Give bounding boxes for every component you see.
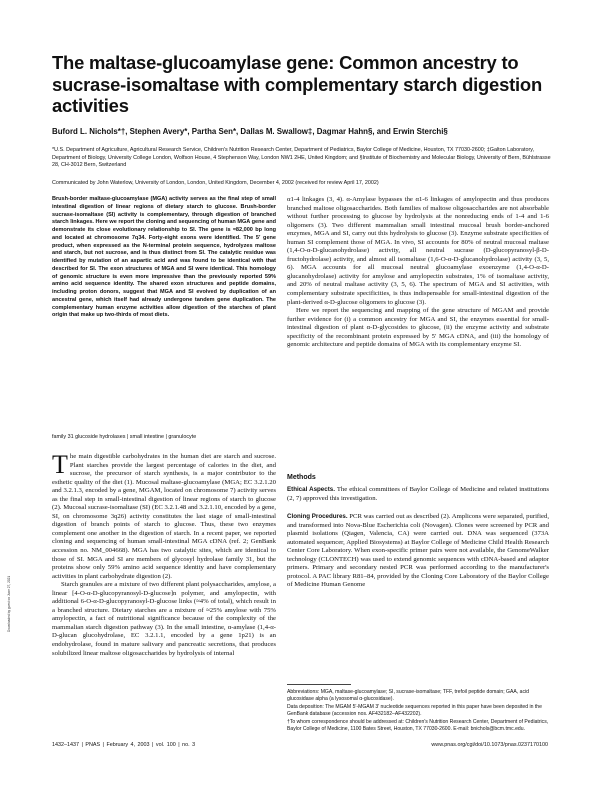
ethical-aspects: [287, 486, 549, 503]
methods-heading: Methods: [287, 474, 316, 481]
communicated-by: Communicated by John Waterlow, University of London, London, United Kingdom, December 4, 2002 (received for review April 17, 2002): [52, 180, 379, 186]
footnote-abbreviations: Abbreviations: MGA, maltase-glucoamylase; SI, sucrase-isomaltase; TFF, trefoil peptide domain; GAA, acid glucosidase alpha (a lysosomal α-glucosidase).: [287, 689, 529, 702]
intro-paragraph-2: Starch granules are a mixture of two different plant polysaccharides, amylose, a linear [4-O-α-D-glucopyranosyl-D-glucose]n polymer, and amylopectin, with additional 6-O-α-D-glucopyranosyl-D-glucose links (≈4% of total), which result in a branched structure. Dietary starches are a mixture of ≈25% amylose with 75% amylopectin, a fact of nutritional significance because of the complexity of the mammalian starch digestion pathway (3). In the small intestine, α-amylase (1,4-α-D-glucan glucohydrolase, EC 3.2.1.1, encoded by a gene 1p21) is an endohydrolase, found in mature salivary and pancreatic secretions, that produces solubilized linear maltose oligosaccharides by hydrolysis of internal: [52, 581, 276, 657]
abstract: Brush-border maltase-glucoamylase (MGA) activity serves as the final step of small intestinal digestion of linear regions of dietary starch to glucose. Brush-border sucrase-isomaltase (SI) activity is complementary, through digestion of branched starch linkages. Here we report the cloning and sequencing of human MGA gene and demonstrate its close evolutionary relationship to SI. The gene is ≈82,000 bp long and located at chromosome 7q34. Forty-eight exons were identified. The 5′ gene product, when expressed as the N-terminal protein sequence, hydrolyzes maltose and starch, but not sucrose, and is thus distinct from SI. The catalytic residue was identified by mutation of an aspartic acid and was found to be identical with that described for SI. The exon structures of MGA and SI were identical. This homology of genomic structure is even more impressive than the previously reported 59% amino acid sequence identity. The shared exon structures and peptide domains, including proton donors, suggest that MGA and SI evolved by duplication of an ancestral gene, which itself had already undergone tandem gene duplication. The complementary human enzyme activities allow digestion of the starches of plant origin that make up two-thirds of most diets.: [52, 196, 276, 319]
cloning-procedures: [287, 513, 549, 590]
doi-link[interactable]: www.pnas.org/cgi/doi/10.1073/pnas.0237170100: [431, 742, 548, 748]
article-title: The maltase-glucoamylase gene: Common ancestry to sucrase-isomaltase with complementary starch digestion activities: [52, 52, 543, 116]
ethical-lead: Ethical Aspects.: [287, 486, 335, 493]
download-watermark: Downloaded by guest on June 27, 2021: [7, 575, 11, 632]
footnote-deposition: Data deposition: The MGAM 5′-MGAM 3′ nucleotide sequences reported in this paper have been deposited in the GenBank database (accession nos. AF432182–AF432202).: [287, 704, 542, 717]
right-paragraph-2: Here we report the sequencing and mapping of the gene structure of MGAM and provide further evidence for (i) a common ancestry for MGA and SI, the enzymes essential for small-intestinal digestion of plant α-D-glycosides to glucose, (ii) the enzyme activity and substrate specificity of the recombinant protein expressed by 5′ MGA cDNA, and (iii) the homology of genomic architecture and peptide domains of MGA with its complementary enzyme SI.: [287, 307, 549, 349]
author-list: Buford L. Nichols*†, Stephen Avery*, Partha Sen*, Dallas M. Swallow‡, Dagmar Hahn§, and Erwin Sterchi§: [52, 127, 448, 136]
cloning-lead: Cloning Procedures.: [287, 513, 348, 520]
footnote-divider: [287, 684, 351, 685]
affiliations: *U.S. Department of Agriculture, Agricultural Research Service, Children's Nutrition Research Center, Department of Pediatrics, Baylor College of Medicine, Houston, TX 77030-2600; ‡Galton Laboratory, Department of Biology, University College London, Wolfson House, 4 Stephenson Way, London NW1 2HE, United Kingdom; and §Institute of Biochemistry and Molecular Biology, University of Bern, Bühlstrasse 28, CH-3012 Bern, Switzerland: [52, 147, 551, 169]
ethical-text: The ethical committees of Baylor College of Medicine and related institutions (2, 7) approved this investigation.: [287, 486, 549, 502]
footnote-correspondence: †To whom correspondence should be addressed at: Children's Nutrition Research Center, Department of Pediatrics, Baylor College of Medicine, 1100 Bates Street, Houston, TX 77030-2600. E-mail: bnichols@bcm.tmc.edu.: [287, 719, 549, 732]
keywords: family 31 glucoside hydrolases | small intestine | granulocyte: [52, 434, 197, 440]
drop-cap: T: [52, 450, 68, 479]
introduction: [52, 450, 276, 658]
right-column-text: [287, 196, 549, 350]
right-paragraph-1: α1-4 linkages (3, 4). α-Amylase bypasses the α1-6 linkages of amylopectin and thus produces branched maltose oligosaccharides. Both families of maltose oligosaccharides are not absorbable without further processing to glucose by hydrolysis at the nonreducing ends of 1-4 and 1-6 oligomers (3). Two different mammalian small intestinal mucosal brush border-anchored enzymes, MGA and SI, carry out this hydrolysis to glucose (3). Enzyme substrate specificities of human SI complement those of MGA. In vivo, SI accounts for 80% of neutral mucosal maltase (1,4-O-α-D-glucanohydrolase) activity, all neutral sucrase (D-glucopyranosyl-β-D-fructohydrolase) activity, and almost all isomaltase (1,6-O-α-D-glucanohydrolase) activity (3, 5, 6). MGA accounts for all mucosal neutral glucoamylase exoenzyme (1,4-O-α-D-glucanohydrolase) activity for amylose and amylopectin substrates, 1% of isomaltase activity, and 20% of neutral maltase activity (3, 5, 6). The spectrum of MGA and SI activities, with complementary substrate specificities, is thus indispensable for small-intestinal digestion of the plant-derived α-D-glucose oligomers to glucose (3).: [287, 196, 549, 306]
cloning-text: PCR was carried out as described (2). Amplicons were separated, purified, and transformed into Nova-Blue Escherichia coli (Novagen). Clones were screened by PCR and plasmid isolations (Qiagen, Valencia, CA) were carried out. DNA was sequenced (373A automated sequencer, Applied Biosystems) at Baylor College of Medicine Child Health Research Center Core Laboratory. When exon-specific primer pairs were not available, the GenomeWalker technology (CLONTECH) was used to extend genomic sequences with cDNA-based and adaptor primers. Primary and secondary nested PCR was performed according to the manufacturer's protocol. A PAC library R81–84, provided by the Cloning Core Laboratory of the Baylor College of Medicine Human Genome: [287, 513, 549, 589]
page-footer-citation: 1432–1437 | PNAS | February 4, 2003 | vol. 100 | no. 3: [52, 742, 196, 748]
intro-text-1: he main digestible carbohydrates in the human diet are starch and sucrose. Plant starches provide the largest percentage of calories in the diet, and sucrose, the precursor of starch synthesis, is a major contributor to the esthetic quality of the diet (1). Mucosal maltase-glucoamylase (MGA; EC 3.2.1.20 and 3.2.1.3, encoded by a gene, MGAM, located on chromosome 7) activity serves as the final step in small-intestinal digestion of linear regions of starch to glucose (2). Mucosal sucrase-isomaltase (SI) (EC 3.2.1.48 and 3.2.1.10, encoded by a gene, SI, on chromosome 3q26) activity constitutes the last stage of small-intestinal digestion of branch points of starch to glucose. Thus, these two enzymes complement one another in the digestion of starch. In a recent paper, we reported cloning and sequencing of human small-intestinal MGA cDNA (ref. 2; GenBank accession no. NM_004668). MGA has two catalytic sites, which are identical to those of SI. MGA and SI are members of glycosyl hydrolase family 31, but the proteins show only 59% amino acid sequence identity and have complementary activities in plant carbohydrate digestion (2).: [52, 453, 276, 580]
intro-paragraph-1: [52, 450, 276, 581]
